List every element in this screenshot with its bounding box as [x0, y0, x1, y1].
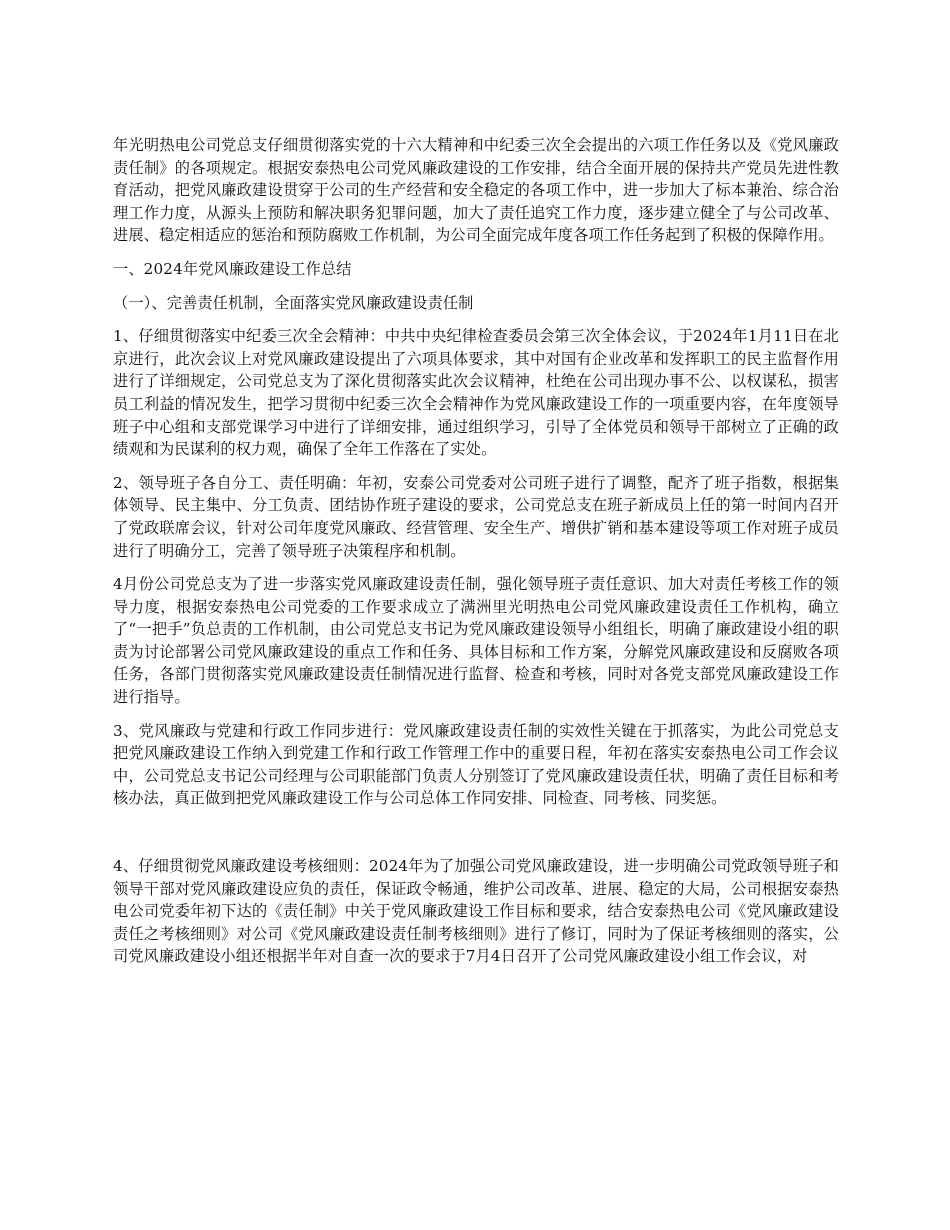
item-4-paragraph: 4、仔细贯彻党风廉政建设考核细则：2024年为了加强公司党风廉政建设，进一步明确公司党政领导班子和领导干部对党风廉政建设应负的责任，保证政令畅通，维护公司改革、进展、稳定的大局，公司根据安泰热电公司党委年初下达的《责任制》中关于党风廉政建设工作目标和要求，结合安泰热电公司《党风廉政建设责任之考核细则》对公司《党风廉政建设责任制考核细则》进行了修订，同时为了保证考核细则的落实，公司党风廉政建设小组还根据半年对自查一次的要求于7月4日召开了公司党风廉政建设小组工作会议，对 — [113, 857, 839, 966]
item-1-paragraph: 1、仔细贯彻落实中纪委三次全会精神：中共中央纪律检查委员会第三次全体会议，于2024年1月11日在北京进行，此次会议上对党风廉政建设提出了六项具体要求，其中对国有企业改革和发挥职工的民主监督作用进行了详细规定，公司党总支为了深化贯彻落实此次会议精神，杜绝在公司出现办事不公、以权谋私，损害员工利益的情况发生，把学习贯彻中纪委三次全会精神作为党风廉政建设工作的一项重要内容，在年度领导班子中心组和支部党课学习中进行了详细安排，通过组织学习，引导了全体党员和领导干部树立了正确的政绩观和为民谋利的权力观，确保了全年工作落在了实处。 — [113, 327, 839, 459]
document-body — [113, 134, 839, 979]
section-heading: 一、2024年党风廉政建设工作总结 — [113, 259, 352, 278]
item-2-continuation-paragraph: 4月份公司党总支为了进一步落实党风廉政建设责任制，强化领导班子责任意识、加大对责任考核工作的领导力度，根据安泰热电公司党委的工作要求成立了满洲里光明热电公司党风廉政建设责任工作机构，确立了“一把手”负总责的工作机制，由公司党总支书记为党风廉政建设领导小组组长，明确了廉政建设小组的职责为讨论部署公司党风廉政建设的重点工作和任务、具体目标和工作方案，分解党风廉政建设和反腐败各项任务，各部门贯彻落实党风廉政建设责任制情况进行监督、检查和考核，同时对各党支部党风廉政建设工作进行指导。 — [113, 575, 839, 707]
item-3-paragraph: 3、党风廉政与党建和行政工作同步进行：党风廉政建设责任制的实效性关键在于抓落实，为此公司党总支把党风廉政建设工作纳入到党建工作和行政工作管理工作中的重要日程，年初在落实安泰热电公司工作会议中，公司党总支书记公司经理与公司职能部门负责人分别签订了党风廉政建设责任状，明确了责任目标和考核办法，真正做到把党风廉政建设工作与公司总体工作同安排、同检查、同考核、同奖惩。 — [113, 721, 839, 808]
subsection-heading: （一）、完善责任机制，全面落实党风廉政建设责任制 — [113, 293, 474, 312]
intro-paragraph: 年光明热电公司党总支仔细贯彻落实党的十六大精神和中纪委三次全会提出的六项工作任务以及《党风廉政责任制》的各项规定。根据安泰热电公司党风廉政建设的工作安排，结合全面开展的保持共产党员先进性教育活动，把党风廉政建设贯穿于公司的生产经营和安全稳定的各项工作中，进一步加大了标本兼治、综合治理工作力度，从源头上预防和解决职务犯罪问题，加大了责任追究工作力度，逐步建立健全了与公司改革、进展、稳定相适应的惩治和预防腐败工作机制，为公司全面完成年度各项工作任务起到了积极的保障作用。 — [113, 136, 839, 245]
item-2-paragraph: 2、领导班子各自分工、责任明确：年初，安泰公司党委对公司班子进行了调整，配齐了班子指数，根据集体领导、民主集中、分工负责、团结协作班子建设的要求，公司党总支在班子新成员上任的第一时间内召开了党政联席会议，针对公司年度党风廉政、经营管理、安全生产、增供扩销和基本建设等项工作对班子成员进行了明确分工，完善了领导班子决策程序和机制。 — [113, 473, 839, 560]
